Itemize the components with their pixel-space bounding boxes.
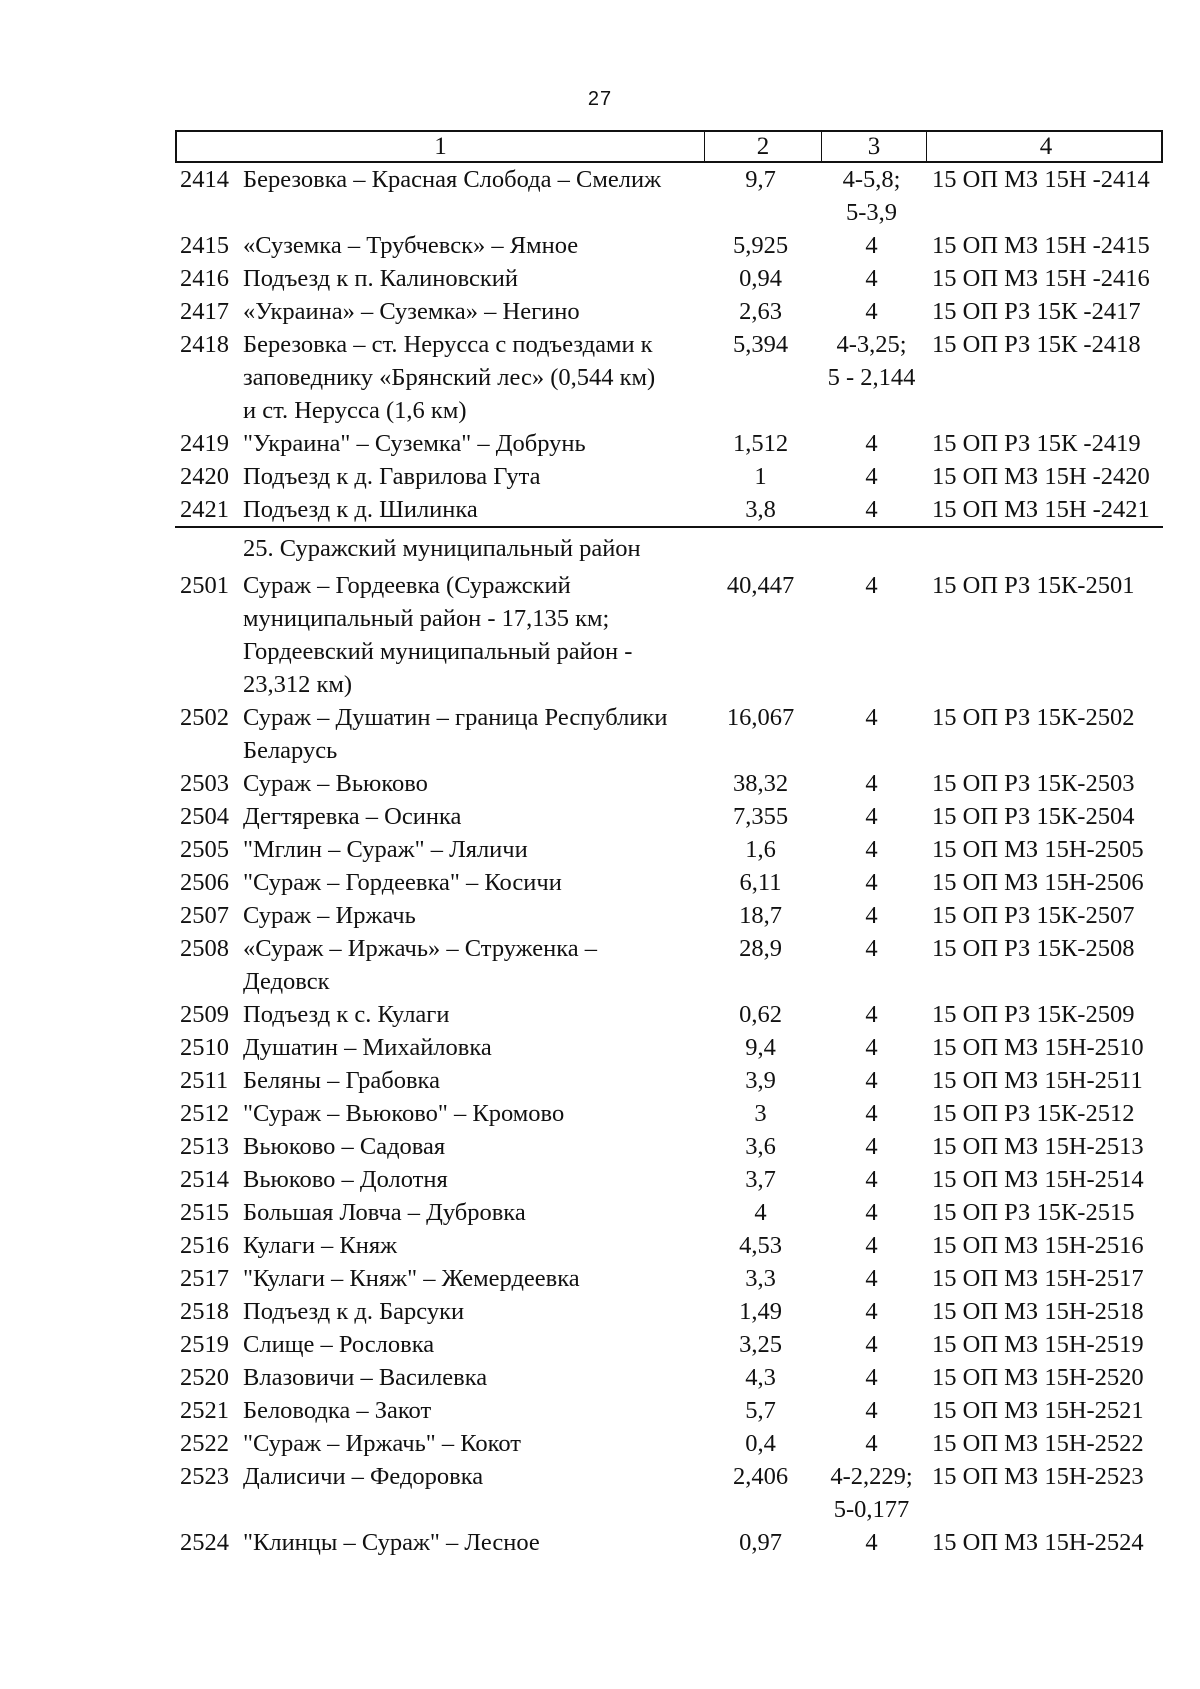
- road-name-line: "Клинцы – Сураж" – Лесное: [243, 1529, 540, 1556]
- table-row: [175, 1460, 1163, 1526]
- road-name-line: Сураж – Душатин – граница Республики: [243, 704, 668, 731]
- road-name-line: Сураж – Гордеевка (Суражский: [243, 572, 571, 599]
- row-number: 2510: [180, 1034, 229, 1061]
- table-row: [175, 998, 1163, 1031]
- table-row: [175, 767, 1163, 800]
- road-category: [819, 1394, 924, 1427]
- road-name: [243, 833, 702, 866]
- road-category: [819, 1361, 924, 1394]
- road-name-line: Вьюково – Долотня: [243, 1166, 448, 1193]
- road-name: [243, 1427, 702, 1460]
- row-number: 2421: [180, 496, 229, 523]
- road-name-line: и ст. Нерусса (1,6 км): [243, 397, 467, 424]
- table-row: [175, 1295, 1163, 1328]
- road-name: [243, 800, 702, 833]
- road-category-line: 4: [865, 935, 878, 962]
- road-category: [819, 1130, 924, 1163]
- road-length: 3: [754, 1100, 767, 1127]
- road-code: 15 ОП МЗ 15Н-2522: [932, 1430, 1144, 1457]
- road-length: 4: [754, 1199, 767, 1226]
- road-name-line: Дегтяревка – Осинка: [243, 803, 462, 830]
- road-name-line: заповеднику «Брянский лес» (0,544 км): [243, 364, 656, 391]
- road-length: 2,406: [732, 1463, 789, 1490]
- road-category: [819, 833, 924, 866]
- row-number: 2520: [180, 1364, 229, 1391]
- road-name: [243, 866, 702, 899]
- road-category-line: 4-5,8;: [842, 166, 901, 193]
- road-code: 15 ОП МЗ 15Н -2420: [932, 463, 1150, 490]
- road-category-line: 4: [865, 572, 878, 599]
- road-code: 15 ОП МЗ 15Н-2521: [932, 1397, 1144, 1424]
- row-number: 2524: [180, 1529, 229, 1556]
- row-number: 2417: [180, 298, 229, 325]
- road-name: [243, 493, 702, 526]
- road-category: [819, 998, 924, 1031]
- table-row: [175, 1097, 1163, 1130]
- road-code: 15 ОП МЗ 15Н-2523: [932, 1463, 1144, 1490]
- table-row: [175, 800, 1163, 833]
- row-number: 2515: [180, 1199, 229, 1226]
- road-name: [243, 1229, 702, 1262]
- table-row: [175, 701, 1163, 767]
- table-row: [175, 1196, 1163, 1229]
- road-name-line: Сураж – Иржачь: [243, 902, 416, 929]
- road-length: 2,63: [739, 298, 782, 325]
- road-code: 15 ОП РЗ 15К-2509: [932, 1001, 1135, 1028]
- road-name-line: Кулаги – Княж: [243, 1232, 398, 1259]
- road-name-line: Дедовск: [243, 968, 330, 995]
- road-name: [243, 1163, 702, 1196]
- table-row: [175, 1031, 1163, 1064]
- table-row: [175, 1229, 1163, 1262]
- road-name-line: 23,312 км): [243, 671, 353, 698]
- road-length: 28,9: [739, 935, 782, 962]
- road-length: 3,3: [745, 1265, 776, 1292]
- road-category: [819, 427, 924, 460]
- road-category-line: 4: [865, 1067, 878, 1094]
- road-name-line: Березовка – ст. Нерусса с подъездами к: [243, 331, 653, 358]
- road-category-line: 5-0,177: [833, 1496, 910, 1523]
- road-name: [243, 1394, 702, 1427]
- road-category: [819, 932, 924, 998]
- header-col-4: 4: [926, 132, 1165, 161]
- road-category-line: 4-3,25;: [836, 331, 907, 358]
- road-category-line: 4: [865, 770, 878, 797]
- road-length: 0,97: [739, 1529, 782, 1556]
- road-name-line: Большая Ловча – Дубровка: [243, 1199, 526, 1226]
- road-category: [819, 493, 924, 526]
- road-category-line: 4: [865, 463, 878, 490]
- road-category: [819, 1097, 924, 1130]
- road-name-line: «Сураж – Иржачь» – Струженка –: [243, 935, 598, 962]
- road-code: 15 ОП РЗ 15К-2512: [932, 1100, 1135, 1127]
- road-category: [819, 569, 924, 701]
- road-name: [243, 1097, 702, 1130]
- road-length: 40,447: [726, 572, 795, 599]
- table-row: [175, 493, 1163, 526]
- row-number: 2501: [180, 572, 229, 599]
- road-code: 15 ОП РЗ 15К-2507: [932, 902, 1135, 929]
- road-category-line: 4: [865, 430, 878, 457]
- road-category-line: 4: [865, 232, 878, 259]
- table-row: [175, 229, 1163, 262]
- road-length: 5,7: [745, 1397, 776, 1424]
- road-code: 15 ОП РЗ 15К-2503: [932, 770, 1135, 797]
- page-number: 27: [587, 88, 613, 110]
- table-row: [175, 1328, 1163, 1361]
- row-number: 2517: [180, 1265, 229, 1292]
- road-category-line: 4: [865, 1265, 878, 1292]
- table-row: [175, 899, 1163, 932]
- road-name: [243, 1295, 702, 1328]
- road-length: 3,8: [745, 496, 776, 523]
- row-number: 2523: [180, 1463, 229, 1490]
- road-name-line: "Мглин – Сураж" – Ляличи: [243, 836, 528, 863]
- road-code: 15 ОП МЗ 15Н-2511: [932, 1067, 1143, 1094]
- table-row: [175, 1262, 1163, 1295]
- table-row: [175, 932, 1163, 998]
- road-name: [243, 701, 702, 767]
- section-num-cell: [175, 528, 243, 569]
- row-number: 2519: [180, 1331, 229, 1358]
- row-number: 2509: [180, 1001, 229, 1028]
- road-category: [819, 460, 924, 493]
- road-category-line: 4: [865, 1397, 878, 1424]
- road-category: [819, 1229, 924, 1262]
- road-length: 3,25: [739, 1331, 782, 1358]
- road-name: [243, 899, 702, 932]
- road-category: [819, 1196, 924, 1229]
- road-category: [819, 1295, 924, 1328]
- table-row: [175, 569, 1163, 701]
- road-category-line: 4: [865, 1166, 878, 1193]
- road-name: [243, 767, 702, 800]
- road-length: 3,6: [745, 1133, 776, 1160]
- road-name-line: Подъезд к п. Калиновский: [243, 265, 518, 292]
- road-name: [243, 295, 702, 328]
- road-length: 0,62: [739, 1001, 782, 1028]
- road-code: 15 ОП МЗ 15Н-2517: [932, 1265, 1144, 1292]
- road-category: [819, 229, 924, 262]
- road-name-line: Подъезд к с. Кулаги: [243, 1001, 450, 1028]
- row-number: 2521: [180, 1397, 229, 1424]
- road-name: [243, 1262, 702, 1295]
- road-category-line: 4: [865, 265, 878, 292]
- road-category: [819, 1031, 924, 1064]
- road-name: [243, 1361, 702, 1394]
- road-category: [819, 163, 924, 229]
- road-category-line: 4: [865, 836, 878, 863]
- road-name: [243, 328, 702, 427]
- table-row: [175, 328, 1163, 427]
- road-category-line: 4: [865, 1298, 878, 1325]
- road-category: [819, 1526, 924, 1559]
- road-category-line: 4: [865, 1364, 878, 1391]
- road-code: 15 ОП МЗ 15Н-2505: [932, 836, 1144, 863]
- road-name-line: "Украина" – Суземка" – Добрунь: [243, 430, 586, 457]
- road-code: 15 ОП МЗ 15Н -2415: [932, 232, 1150, 259]
- road-length: 0,4: [745, 1430, 776, 1457]
- row-number: 2502: [180, 704, 229, 731]
- road-category-line: 4: [865, 1001, 878, 1028]
- row-number: 2503: [180, 770, 229, 797]
- road-name: [243, 569, 702, 701]
- road-name: [243, 1460, 702, 1526]
- road-name-line: Гордеевский муниципальный район -: [243, 638, 633, 665]
- road-name-line: Влазовичи – Василевка: [243, 1364, 488, 1391]
- road-length: 3,7: [745, 1166, 776, 1193]
- road-name: [243, 1196, 702, 1229]
- road-category: [819, 866, 924, 899]
- road-category-line: 4: [865, 902, 878, 929]
- road-category-line: 4: [865, 1232, 878, 1259]
- road-category-line: 4: [865, 704, 878, 731]
- road-category-line: 4: [865, 1430, 878, 1457]
- road-code: 15 ОП РЗ 15К-2508: [932, 935, 1135, 962]
- road-code: 15 ОП РЗ 15К -2418: [932, 331, 1141, 358]
- road-category: [819, 1064, 924, 1097]
- table-row: [175, 833, 1163, 866]
- road-code: 15 ОП РЗ 15К-2502: [932, 704, 1135, 731]
- road-length: 5,394: [732, 331, 789, 358]
- road-name-line: Подъезд к д. Шилинка: [243, 496, 478, 523]
- road-name-line: "Сураж – Иржачь" – Кокот: [243, 1430, 521, 1457]
- section-title: 25. Суражский муниципальный район: [243, 535, 641, 562]
- row-number: 2416: [180, 265, 229, 292]
- road-name-line: Беловодка – Закот: [243, 1397, 432, 1424]
- road-category-line: 4: [865, 1331, 878, 1358]
- row-number: 2508: [180, 935, 229, 962]
- road-name: [243, 1130, 702, 1163]
- header-col-1: 1: [434, 132, 447, 160]
- road-category: [819, 262, 924, 295]
- road-category: [819, 1328, 924, 1361]
- table-row: [175, 1394, 1163, 1427]
- road-name-line: "Сураж – Вьюково" – Кромово: [243, 1100, 565, 1127]
- table-row: [175, 1361, 1163, 1394]
- road-code: 15 ОП РЗ 15К -2419: [932, 430, 1141, 457]
- row-number: 2516: [180, 1232, 229, 1259]
- road-name-line: «Украина» – Суземка» – Негино: [243, 298, 580, 325]
- road-code: 15 ОП РЗ 15К-2515: [932, 1199, 1135, 1226]
- table-row: [175, 427, 1163, 460]
- road-category: [819, 295, 924, 328]
- table-row: [175, 262, 1163, 295]
- road-category: [819, 1262, 924, 1295]
- table-row: [175, 295, 1163, 328]
- road-category-line: 4: [865, 1034, 878, 1061]
- road-length: 9,4: [745, 1034, 776, 1061]
- road-name-line: «Суземка – Трубчевск» – Ямное: [243, 232, 579, 259]
- road-length: 6,11: [739, 869, 782, 896]
- road-category: [819, 1163, 924, 1196]
- table-row: [175, 1526, 1163, 1559]
- road-length: 1,49: [739, 1298, 782, 1325]
- road-name: [243, 262, 702, 295]
- road-name-line: Березовка – Красная Слобода – Смелиж: [243, 166, 661, 193]
- road-name-line: Подъезд к д. Барсуки: [243, 1298, 465, 1325]
- road-name-line: Вьюково – Садовая: [243, 1133, 446, 1160]
- road-code: 15 ОП МЗ 15Н -2421: [932, 496, 1150, 523]
- row-number: 2415: [180, 232, 229, 259]
- road-code: 15 ОП РЗ 15К -2417: [932, 298, 1141, 325]
- road-name-line: Беларусь: [243, 737, 338, 764]
- row-number: 2507: [180, 902, 229, 929]
- road-name: [243, 1328, 702, 1361]
- road-category-line: 5 - 2,144: [827, 364, 916, 391]
- row-number: 2419: [180, 430, 229, 457]
- road-name-line: Слище – Рословка: [243, 1331, 435, 1358]
- road-code: 15 ОП МЗ 15Н-2519: [932, 1331, 1144, 1358]
- road-length: 38,32: [732, 770, 789, 797]
- road-name: [243, 229, 702, 262]
- road-code: 15 ОП МЗ 15Н-2506: [932, 869, 1144, 896]
- roads-table: [175, 130, 1163, 1559]
- road-category: [819, 1460, 924, 1526]
- table-row: [175, 866, 1163, 899]
- table-row: [175, 460, 1163, 493]
- road-length: 18,7: [739, 902, 782, 929]
- road-category-line: 4: [865, 1529, 878, 1556]
- table-header: [175, 130, 1163, 163]
- row-number: 2514: [180, 1166, 229, 1193]
- row-number: 2505: [180, 836, 229, 863]
- row-number: 2512: [180, 1100, 229, 1127]
- table-row: [175, 1064, 1163, 1097]
- road-category-line: 4: [865, 869, 878, 896]
- road-length: 16,067: [726, 704, 795, 731]
- road-name-line: муниципальный район - 17,135 км;: [243, 605, 610, 632]
- row-number: 2504: [180, 803, 229, 830]
- road-category-line: 5-3,9: [845, 199, 898, 226]
- row-number: 2522: [180, 1430, 229, 1457]
- road-name: [243, 1031, 702, 1064]
- road-length: 9,7: [745, 166, 776, 193]
- road-code: 15 ОП МЗ 15Н -2416: [932, 265, 1150, 292]
- road-name-line: "Кулаги – Княж" – Жемердеевка: [243, 1265, 580, 1292]
- road-category: [819, 1427, 924, 1460]
- road-length: 3,9: [745, 1067, 776, 1094]
- row-number: 2518: [180, 1298, 229, 1325]
- road-code: 15 ОП МЗ 15Н-2513: [932, 1133, 1144, 1160]
- table-body-top: [175, 163, 1163, 526]
- road-code: 15 ОП МЗ 15Н-2524: [932, 1529, 1144, 1556]
- row-number: 2506: [180, 869, 229, 896]
- road-category: [819, 701, 924, 767]
- road-code: 15 ОП МЗ 15Н-2514: [932, 1166, 1144, 1193]
- row-number: 2420: [180, 463, 229, 490]
- road-name-line: Сураж – Вьюково: [243, 770, 428, 797]
- road-name-line: Далисичи – Федоровка: [243, 1463, 484, 1490]
- road-code: 15 ОП РЗ 15К-2501: [932, 572, 1135, 599]
- road-category-line: 4: [865, 1100, 878, 1127]
- road-code: 15 ОП МЗ 15Н-2518: [932, 1298, 1144, 1325]
- row-number: 2418: [180, 331, 229, 358]
- road-name: [243, 1526, 702, 1559]
- road-name-line: Душатин – Михайловка: [243, 1034, 492, 1061]
- row-number: 2511: [180, 1067, 229, 1094]
- road-category: [819, 899, 924, 932]
- road-name: [243, 427, 702, 460]
- road-code: 15 ОП МЗ 15Н-2510: [932, 1034, 1144, 1061]
- road-code: 15 ОП МЗ 15Н -2414: [932, 166, 1150, 193]
- road-category-line: 4: [865, 1133, 878, 1160]
- road-length: 4,53: [739, 1232, 782, 1259]
- road-category-line: 4: [865, 803, 878, 830]
- road-length: 7,355: [732, 803, 789, 830]
- road-length: 5,925: [732, 232, 789, 259]
- road-code: 15 ОП МЗ 15Н-2516: [932, 1232, 1144, 1259]
- road-category: [819, 800, 924, 833]
- road-category-line: 4: [865, 1199, 878, 1226]
- road-name-line: Беляны – Грабовка: [243, 1067, 440, 1094]
- road-name-line: Подъезд к д. Гаврилова Гута: [243, 463, 541, 490]
- road-code: 15 ОП РЗ 15К-2504: [932, 803, 1135, 830]
- road-name-line: "Сураж – Гордеевка" – Косичи: [243, 869, 562, 896]
- road-length: 4,3: [745, 1364, 776, 1391]
- road-name: [243, 998, 702, 1031]
- header-col-2: 2: [704, 132, 821, 161]
- road-length: 0,94: [739, 265, 782, 292]
- road-name: [243, 1064, 702, 1097]
- table-row: [175, 163, 1163, 229]
- header-col-3: 3: [821, 132, 926, 161]
- table-body-bottom: [175, 569, 1163, 1559]
- road-length: 1: [754, 463, 767, 490]
- road-category-line: 4: [865, 298, 878, 325]
- road-name: [243, 460, 702, 493]
- road-name: [243, 163, 702, 229]
- table-row: [175, 1163, 1163, 1196]
- table-row: [175, 1130, 1163, 1163]
- road-category-line: 4-2,229;: [830, 1463, 913, 1490]
- road-code: 15 ОП МЗ 15Н-2520: [932, 1364, 1144, 1391]
- section-heading-row: [175, 528, 1163, 569]
- road-category-line: 4: [865, 496, 878, 523]
- road-name: [243, 932, 702, 998]
- row-number: 2513: [180, 1133, 229, 1160]
- table-row: [175, 1427, 1163, 1460]
- road-length: 1,512: [732, 430, 789, 457]
- road-category: [819, 328, 924, 427]
- road-category: [819, 767, 924, 800]
- road-length: 1,6: [745, 836, 776, 863]
- row-number: 2414: [180, 166, 229, 193]
